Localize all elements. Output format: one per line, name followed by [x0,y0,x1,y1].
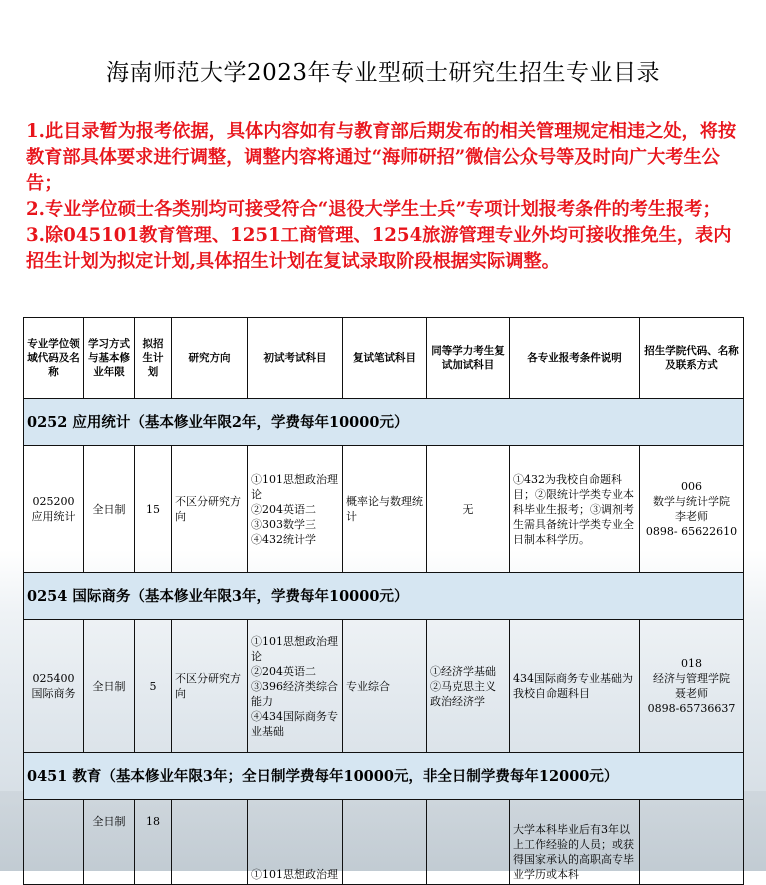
exam-subjects [248,446,343,573]
conditions: ①432为我校自命题科目；②限统计学类专业本科毕业生报考；③调剂考生需具备统计学类专业全日制本科学历。 [510,446,640,573]
research-direction: 不区分研究方向 [172,446,248,573]
conditions: 大学本科毕业后有3年以上工作经验的人员；或获得国家承认的高职高专毕业学历或本科 [510,800,640,885]
contact-person: 聂老师 [675,687,708,700]
contact-phone: 0898-65736637 [647,702,736,715]
college-contact [640,620,744,753]
study-mode: 全日制 [84,620,135,753]
extra-subject [427,800,510,885]
category-label: 0451 教育（基本修业年限3年；全日制学费每年10000元，非全日制学费每年12000元） [24,753,744,800]
exam-subject: ①101思想政治理论 [251,472,338,501]
note-2: 2.专业学位硕士各类别均可接受符合“退役大学生士兵”专项计划报考条件的考生报考； [26,199,721,220]
notes-block [26,119,740,275]
header-row [24,318,744,399]
header-cell: 学习方式与基本修业年限 [84,318,135,399]
header-cell: 各专业报考条件说明 [510,318,640,399]
study-mode: 全日制 [84,446,135,573]
note-1: 1.此目录暂为报考依据，具体内容如有与教育部后期发布的相关管理规定相违之处，将按教育部具体要求进行调整，调整内容将通过“海师研招”微信公众号等及时向广大考生公告； [26,121,737,194]
exam-subject: ③396经济类综合能力 [251,679,338,708]
college-code: 006 [681,480,702,493]
category-label: 0254 国际商务（基本修业年限3年，学费每年10000元） [24,573,744,620]
exam-subject: ③303数学三 [251,517,316,531]
catalog-table [23,317,744,885]
major-code-name [24,446,84,573]
exam-subject: ①101思想政治理论 [251,634,338,663]
contact-phone: 0898- 65622610 [645,525,738,538]
retest-subject: 专业综合 [343,620,427,753]
header-cell: 研究方向 [172,318,248,399]
retest-subject: 概率论与数理统计 [343,446,427,573]
major-name: 国际商务 [31,687,76,700]
research-direction: 不区分研究方向 [172,620,248,753]
major-code: 025400 [32,672,75,685]
plan-count: 5 [135,620,172,753]
study-mode: 全日制 [84,800,135,885]
exam-subjects [248,620,343,753]
header-cell: 初试考试科目 [248,318,343,399]
header-cell: 同等学力考生复试加试科目 [427,318,510,399]
major-code-name [24,620,84,753]
college-code: 018 [681,657,702,670]
table-row [24,620,744,753]
note-3: 3.除045101教育管理、1251工商管理、1254旅游管理专业外均可接收推免生，表内招生计划为拟定计划,具体招生计划在复试录取阶段根据实际调整。 [26,225,732,272]
header-cell: 复试笔试科目 [343,318,427,399]
category-row [24,399,744,446]
header-cell: 拟招生计划 [135,318,172,399]
header-cell: 招生学院代码、名称及联系方式 [640,318,744,399]
table-row [24,800,744,885]
major-name: 应用统计 [31,510,76,523]
contact-person: 李老师 [675,510,708,523]
plan-count: 18 [135,800,172,885]
extra-subject: ①经济学基础②马克思主义政治经济学 [427,620,510,753]
college-contact [640,446,744,573]
retest-subject [343,800,427,885]
exam-subject: ②204英语二 [251,664,316,678]
table-row [24,446,744,573]
page-title: 海南师范大学2023年专业型硕士研究生招生专业目录 [105,60,661,86]
major-code: 025200 [32,495,75,508]
college-name: 经济与管理学院 [653,672,730,685]
extra-subject: 无 [427,446,510,573]
major-code-name [24,800,84,885]
category-row [24,573,744,620]
exam-subject: ②204英语二 [251,502,316,516]
plan-count: 15 [135,446,172,573]
category-label: 0252 应用统计（基本修业年限2年，学费每年10000元） [24,399,744,446]
exam-subject: ④434国际商务专业基础 [251,709,338,738]
exam-subjects: ①101思想政治理 [248,800,343,885]
header-cell: 专业学位领域代码及名称 [24,318,84,399]
category-row [24,753,744,800]
research-direction [172,800,248,885]
conditions: 434国际商务专业基础为我校自命题科目 [510,620,640,753]
college-name: 数学与统计学院 [653,495,730,508]
college-contact [640,800,744,885]
exam-subject: ④432统计学 [251,532,316,546]
